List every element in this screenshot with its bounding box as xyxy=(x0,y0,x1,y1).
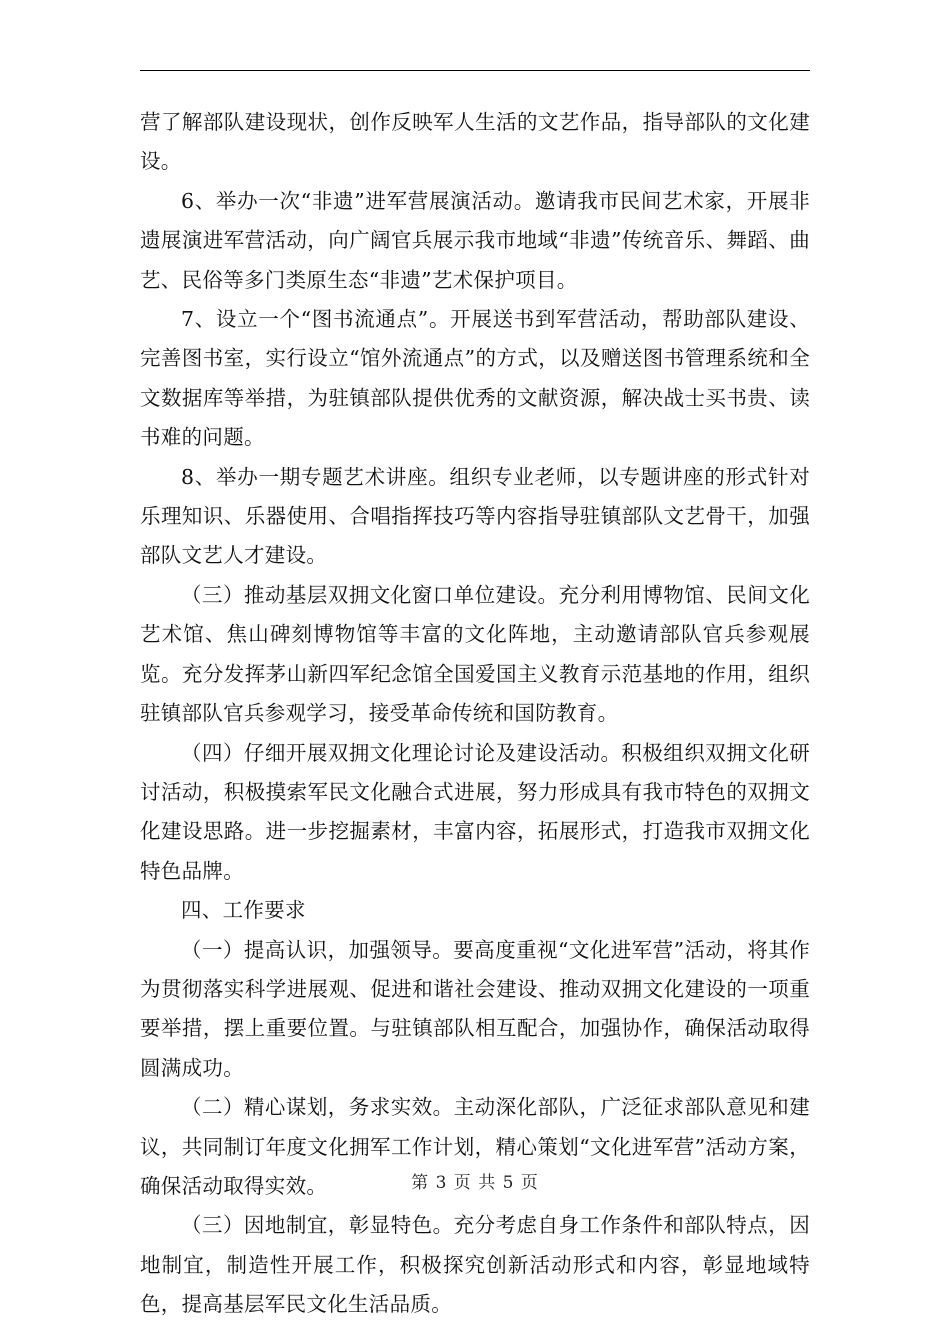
paragraph-item-6: 6、举办一次“非遗”进军营展演活动。邀请我市民间艺术家，开展非遗展演进军营活动，向广阔官兵展示我市地域“非遗”传统音乐、舞蹈、曲艺、民俗等多门类原生态“非遗”艺术保护项目。 xyxy=(140,188,810,292)
paragraph-item-7: 7、设立一个“图书流通点”。开展送书到军营活动，帮助部队建设、完善图书室，实行设立“馆外流通点”的方式，以及赠送图书管理系统和全文数据库等举措，为驻镇部队提供优秀的文献资源，解决战士买书贵、读书难的问题。 xyxy=(140,307,810,450)
footer-current-page: 3 xyxy=(435,1173,448,1193)
footer-total-label: 页 xyxy=(520,1173,539,1193)
heading-work-requirements: 四、工作要求 xyxy=(181,898,306,923)
footer-total-prefix: 共 xyxy=(478,1173,497,1193)
paragraph-requirement-2: （二）精心谋划，务求实效。主动深化部队，广泛征求部队意见和建议，共同制订年度文化拥军工作计划，精心策划“文化进军营”活动方案，确保活动取得实效。 xyxy=(140,1095,810,1198)
paragraph-requirement-1: （一）提高认识，加强领导。要高度重视“文化进军营”活动，将其作为贯彻落实科学进展观、促进和谐社会建设、推动双拥文化建设的一项重要举措，摆上重要位置。与驻镇部队相互配合，加强协作，确保活动取得圆满成功。 xyxy=(140,937,810,1080)
footer-prefix: 第 xyxy=(411,1173,430,1193)
footer-page-label: 页 xyxy=(453,1173,472,1193)
paragraph-item-8: 8、举办一期专题艺术讲座。组织专业老师，以专题讲座的形式针对乐理知识、乐器使用、合唱指挥技巧等内容指导驻镇部队文艺骨干，加强部队文艺人才建设。 xyxy=(140,464,810,568)
footer-total-pages: 5 xyxy=(502,1173,515,1193)
paragraph-continuation: 营了解部队建设现状，创作反映军人生活的文艺作品，指导部队的文化建设。 xyxy=(140,110,810,174)
paragraph-section-3: （三）推动基层双拥文化窗口单位建设。充分利用博物馆、民间文化艺术馆、焦山碑刻博物馆等丰富的文化阵地，主动邀请部队官兵参观展览。充分发挥茅山新四军纪念馆全国爱国主义教育示范基地的作用，组织驻镇部队官兵参观学习，接受革命传统和国防教育。 xyxy=(140,582,810,726)
header-rule xyxy=(140,70,810,71)
document-body xyxy=(140,103,810,1325)
page-footer xyxy=(0,1168,950,1193)
paragraph-requirement-3: （三）因地制宜，彰显特色。充分考虑自身工作条件和部队特点，因地制宜，制造性开展工作，积极探究创新活动形式和内容，彰显地域特色，提高基层军民文化生活品质。 xyxy=(140,1213,810,1317)
paragraph-section-4: （四）仔细开展双拥文化理论讨论及建设活动。积极组织双拥文化研讨活动，积极摸索军民文化融合式进展，努力形成具有我市特色的双拥文化建设思路。进一步挖掘素材，丰富内容，拓展形式，打造我市双拥文化特色品牌。 xyxy=(140,740,810,883)
